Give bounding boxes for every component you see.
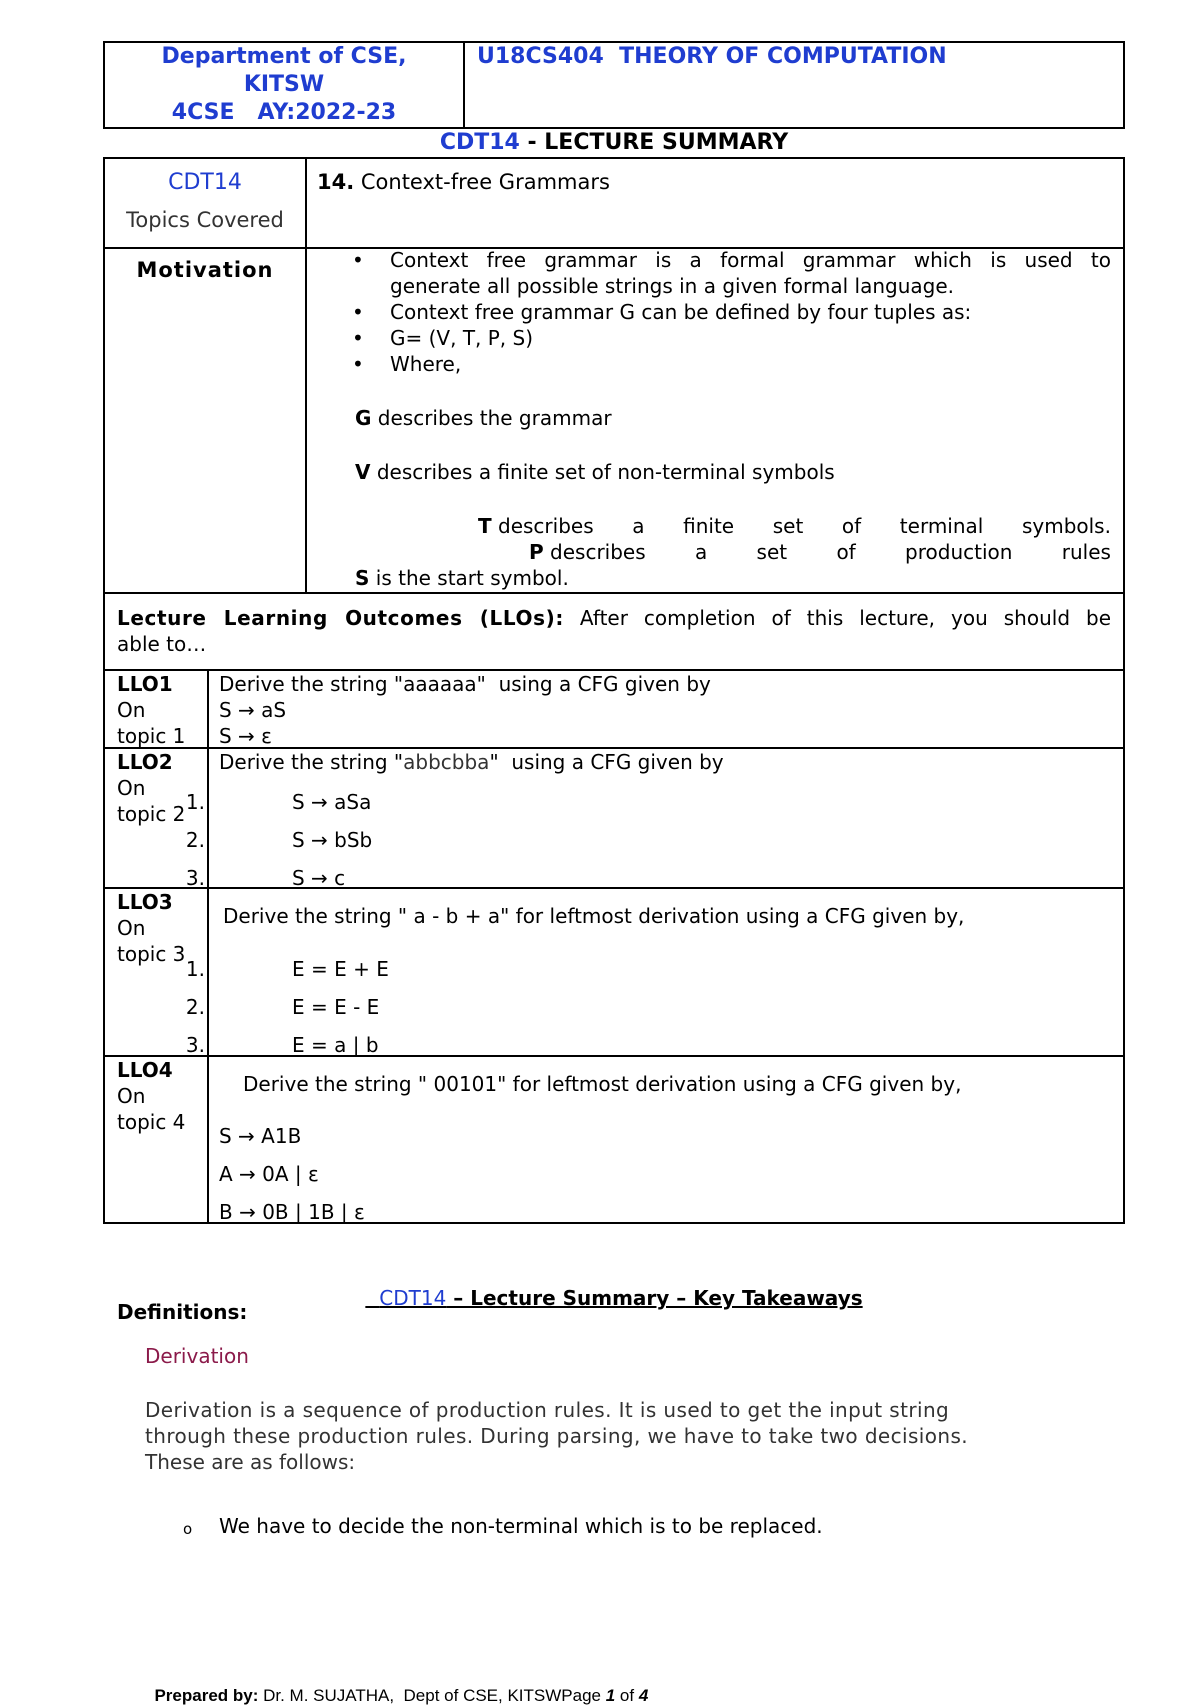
motivation-line: Context free grammar is a formal grammar which is used to (390, 248, 1111, 272)
rule-number: 1. (185, 790, 205, 814)
llo-topic: topic 4 (117, 1110, 186, 1134)
bullet-icon: • (352, 352, 364, 376)
motivation-line: generate all possible strings in a given formal language. (390, 274, 955, 298)
lecture-summary-title: CDT14 - LECTURE SUMMARY (439, 130, 789, 155)
rule-number: 3. (185, 866, 205, 890)
grammar-rule: S → bSb (292, 828, 373, 852)
grammar-rule: A → 0A | ε (219, 1162, 319, 1186)
bullet-icon: • (352, 300, 364, 324)
llo-task: Derive the string " 00101" for leftmost derivation using a CFG given by, (243, 1072, 962, 1096)
llo-topic: topic 3 (117, 942, 186, 966)
llo-on: On (117, 1084, 146, 1108)
llo-on: On (117, 916, 146, 940)
course-title: U18CS404 THEORY OF COMPUTATION (477, 44, 947, 69)
llo-id: LLO1 (117, 672, 173, 696)
grammar-rule: S → aS (219, 698, 287, 722)
topics-covered-label: Topics Covered (126, 208, 284, 232)
key-takeaways-title: CDT14 – Lecture Summary – Key Takeaways (379, 1286, 863, 1310)
llo-topic: topic 2 (117, 802, 186, 826)
llo-topic: topic 1 (117, 724, 186, 748)
tuple-t-definition: T describes a finite set of terminal symbols. (478, 514, 1111, 538)
motivation-label: Motivation (136, 258, 274, 282)
grammar-rule: S → c (292, 866, 346, 890)
llo-id: LLO3 (117, 890, 173, 914)
llo-id: LLO2 (117, 750, 173, 774)
department-label: Department of CSE, KITSW 4CSE AY:2022-23 (161, 44, 407, 125)
rule-number: 2. (185, 995, 205, 1019)
motivation-line: Context free grammar G can be defined by four tuples as: (390, 300, 972, 324)
page-footer: Prepared by: Dr. M. SUJATHA, Dept of CSE, KITSWPage 1 of 4 (154, 1686, 649, 1705)
tuple-g-definition: G describes the grammar (355, 406, 612, 430)
definitions-heading: Definitions: (117, 1300, 248, 1324)
tuple-v-definition: V describes a finite set of non-terminal symbols (355, 460, 835, 484)
llo-intro: Lecture Learning Outcomes (LLOs): After completion of this lecture, you should be (117, 606, 1111, 630)
grammar-rule: E = E + E (292, 957, 389, 981)
bullet-icon: • (352, 248, 364, 272)
llo-task: Derive the string "aaaaaa" using a CFG given by (219, 672, 711, 696)
topics-code: CDT14 (168, 170, 242, 195)
topic-title: 14. Context-free Grammars (317, 170, 610, 194)
llo-on: On (117, 776, 146, 800)
grammar-rule: B → 0B | 1B | ε (219, 1200, 365, 1224)
grammar-rule: E = a | b (292, 1033, 379, 1057)
bullet-icon: • (352, 326, 364, 350)
list-item: We have to decide the non-terminal which is to be replaced. (219, 1514, 823, 1538)
motivation-line: Where, (390, 352, 462, 376)
grammar-rule: S → A1B (219, 1124, 302, 1148)
llo-id: LLO4 (117, 1058, 173, 1082)
llo-task: Derive the string " a - b + a" for leftmost derivation using a CFG given by, (223, 904, 965, 928)
grammar-rule: S → ε (219, 724, 272, 748)
tuple-s-definition: S is the start symbol. (355, 566, 569, 590)
list-bullet-icon: o (183, 1520, 193, 1538)
derivation-term: Derivation (145, 1344, 249, 1368)
llo-intro-continued: able to… (117, 632, 207, 656)
llo-task: Derive the string "abbcbba" using a CFG given by (219, 750, 724, 774)
tuple-p-definition: P describes a set of production rules (529, 540, 1111, 564)
grammar-rule: E = E - E (292, 995, 380, 1019)
rule-number: 2. (185, 828, 205, 852)
rule-number: 3. (185, 1033, 205, 1057)
rule-number: 1. (185, 957, 205, 981)
motivation-line: G= (V, T, P, S) (390, 326, 534, 350)
grammar-rule: S → aSa (292, 790, 372, 814)
llo-on: On (117, 698, 146, 722)
